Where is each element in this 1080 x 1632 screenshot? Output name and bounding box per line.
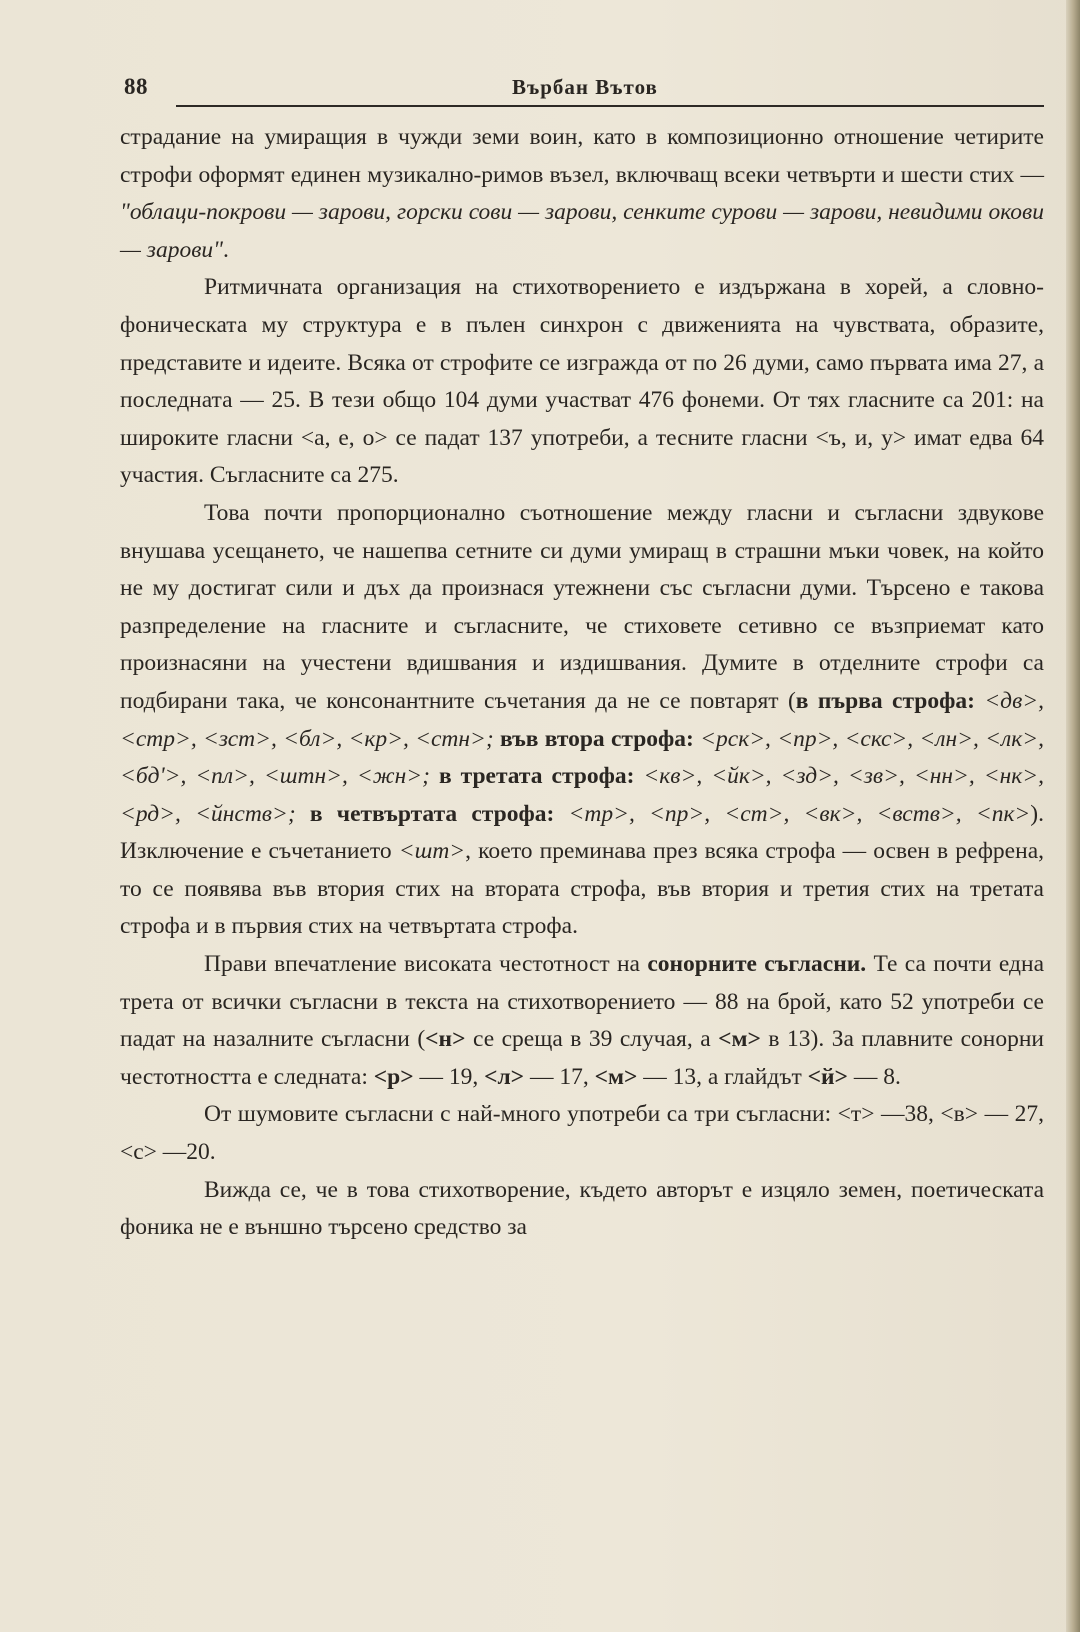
phoneme-r: <р>	[373, 1063, 414, 1090]
phoneme-y: <й>	[807, 1063, 848, 1090]
strophe-label-3: в третата строфа:	[438, 763, 635, 790]
text-run: — 8.	[847, 1063, 901, 1090]
text-run: — 17,	[524, 1063, 595, 1090]
sonorant-term: сонорните съгласни.	[647, 951, 867, 978]
text-run: — 19,	[413, 1063, 485, 1090]
paragraph-4	[120, 946, 1044, 1096]
text-run: Те са почти една трета от всички съгласни в текста на стихотворението — 88 на брой, като 52 употреби се падат на назалните съгласни (	[120, 951, 1044, 1053]
strophe-label-2: във втора строфа:	[500, 725, 694, 752]
text-run: ). Изключение е съчетанието	[120, 800, 1044, 865]
phoneme-m-2: <м>	[594, 1063, 638, 1090]
paragraph-3	[120, 495, 1044, 946]
text-run: страдание на умиращия в чужди земи воин, като в композиционно отношение четирите строфи оформят единен музикално-римов възел, включващ всеки четвърти и шести стих —	[120, 124, 1044, 188]
paragraph-5: От шумовите съгласни с най-много употреби са три съгласни: <т> —38, <в> — 27, <с> —20.	[120, 1101, 1044, 1166]
strophe-label-4: в четвъртата строфа:	[309, 800, 555, 827]
phoneme-n: <н>	[425, 1026, 466, 1053]
page-number: 88	[124, 74, 148, 99]
clusters-4: <тр>, <пр>, <ст>, <вк>, <вств>, <пк>	[554, 800, 1031, 827]
clusters-1: <дв>, <стр>, <зст>, <бл>, <кр>, <стн>;	[120, 687, 1045, 752]
clusters-3: <кв>, <йк>, <зд>, <зв>, <нн>, <нк>, <рд>, <йнств>;	[120, 763, 1044, 827]
phoneme-m: <м>	[718, 1026, 761, 1053]
header-rule	[176, 105, 1044, 107]
clusters-2: <рск>, <пр>, <скс>, <лн>, <лк>, <бд'>, <пл>, <штн>, <жн>;	[120, 725, 1045, 790]
text-run: — 13, а глайдът	[637, 1063, 808, 1090]
running-head	[118, 70, 1040, 110]
paragraph-6: Вижда се, че в това стихотворение, където авторът е изцяло земен, поетическата фоника не е външно търсено средство за	[120, 1176, 1044, 1241]
text-run: Прави впечатление високата честотност на	[204, 951, 648, 978]
paragraph-2: Ритмичната организация на стихотворението е издържана в хорей, а словно-фоническата му структура е в пълен синхрон с движенията на чувствата, образите, представите и идеите. Всяка от строфите се изгражда от по 26 думи, само първата има 27, а последната — 25. В тези общо 104 думи участват 476 фонеми. От тях гласните са 201: на широките гласни <а, е, о> се падат 137 употреби, а тесните гласни <ъ, и, у> имат едва 64 участия. Съгласните са 275.	[120, 274, 1044, 489]
cluster-sht: <шт>	[398, 838, 466, 865]
body-text	[120, 119, 1044, 1247]
running-title: Върбан Вътов	[512, 75, 658, 99]
text-run: , което преминава през всяка строфа — освен в рефрена, то се появява във втория стих на втората строфа, във втория и третия стих на третата строфа и в първия стих на четвъртата строфа.	[120, 838, 1044, 940]
rhyme-quote: "облаци-покрови — зарови, горски сови — зарови, сенките сурови — зарови, невидими окови — зарови"	[120, 199, 1044, 263]
text-run: Това почти пропорционално съотношение между гласни и съгласни здвукове внушава усещането, че нашепва сетните си думи умиращ в страшни мъки човек, на който не му достигат сили и дъх да произнася утежнени със съгласни думи. Търсено е такова разпределение на гласните и съгласните, че стиховете сетивно се възприемат като произнасяни на учестени вдишвания и издишвания. Думите в отделните строфи са подбирани така, че консонантните съчетания да не се повтарят (	[120, 499, 1044, 714]
phoneme-l: <л>	[484, 1063, 525, 1090]
text-run: .	[223, 236, 229, 263]
paragraph-1	[120, 119, 1044, 269]
text-run: в 13). За плавните сонорни честотността е следната:	[120, 1026, 1044, 1090]
strophe-label-1: в първа строфа:	[795, 687, 975, 714]
text-run: се среща в 39 случая, а	[465, 1026, 719, 1053]
page-edge	[1066, 0, 1080, 1632]
